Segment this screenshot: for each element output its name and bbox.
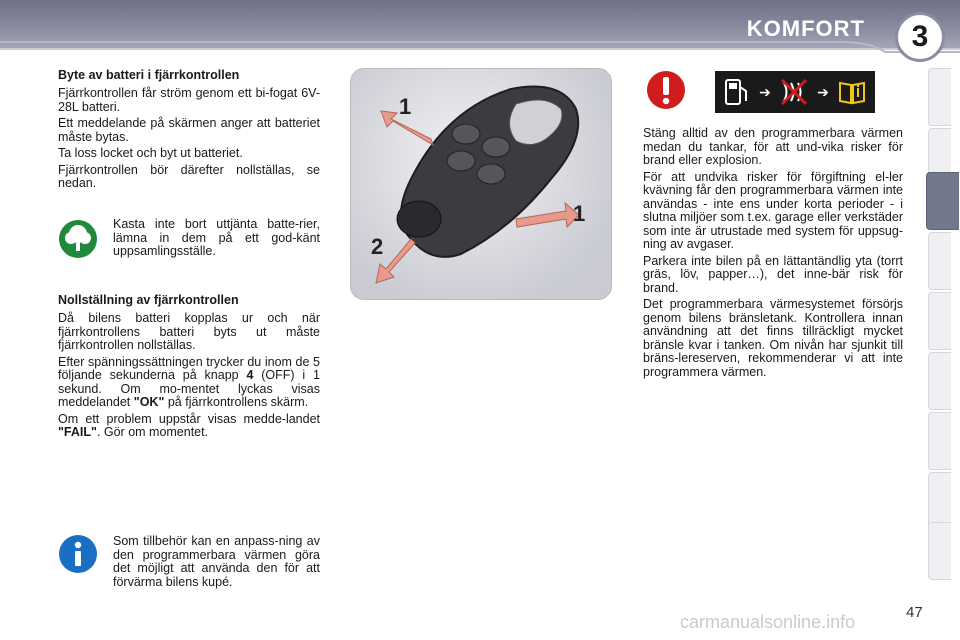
reset-p3-fail: "FAIL"	[58, 425, 97, 439]
reset-p3-part-b: . Gör om momentet.	[96, 425, 209, 439]
reset-p2-part-a: Efter spänningssättningen trycker du inom de 5 följande sekunderna på knapp	[58, 354, 320, 382]
callout-1-top: 1	[399, 94, 412, 119]
environment-note-text: Kasta inte bort uttjänta batte-rier, lämna in dem på ett god-känt uppsamlingsställe.	[113, 217, 320, 258]
battery-text	[58, 87, 320, 194]
reset-p2-part-c: på fjärrkontrollens skärm.	[167, 395, 309, 409]
side-tab-3-active[interactable]	[926, 172, 959, 230]
info-note	[113, 535, 320, 592]
side-tab-6[interactable]	[928, 352, 951, 410]
warning-paragraph: För att undvika risker för förgiftning el-ler kvävning får den programmerbara värmen inte användas - inte ens under korta perioder - i slutna miljöer som t.ex. garage eller verkstäder som inte är utrustade med system för uppsug-ning av avgaser.	[643, 169, 903, 251]
battery-paragraph: Ta loss locket och byt ut batteriet.	[58, 146, 243, 160]
remote-button	[477, 164, 505, 184]
reset-paragraph-2	[58, 356, 320, 410]
page-number: 47	[906, 604, 923, 621]
remote-key-tab	[397, 201, 441, 237]
reset-paragraph-3	[58, 413, 320, 440]
side-tab-4[interactable]	[928, 232, 951, 290]
manual-book-icon	[837, 77, 867, 107]
chapter-side-tabs	[928, 68, 960, 578]
watermark: carmanualsonline.info	[680, 612, 856, 632]
reset-heading: Nollställning av fjärrkontrollen	[58, 293, 239, 307]
info-note-text: Som tillbehör kan en anpass-ning av den programmerbara värmen göra det möjligt att använda den för att förvärma bilens kupé.	[113, 534, 320, 589]
battery-heading: Byte av batteri i fjärrkontrollen	[58, 68, 240, 82]
warning-paragraph: Det programmerbara värmesystemet försörjs genom bilens bränsletank. Kontrollera innan användning att det finns tillräckligt mycket bränsle kvar i tanken. Om nivån har sjunkit till bräns-lereserven, rekommenderar vi att inte programmera värmen.	[643, 297, 903, 379]
arrow-right-icon: ➔	[759, 83, 771, 100]
fuel-pump-icon	[723, 77, 751, 107]
remote-button	[482, 137, 510, 157]
side-tab-7[interactable]	[928, 412, 951, 470]
side-tab-1[interactable]	[928, 68, 951, 126]
callout-1-right: 1	[573, 201, 586, 226]
arrow-right-icon: ➔	[817, 83, 829, 100]
environment-note	[113, 218, 320, 262]
warning-paragraph: Parkera inte bilen på en lättantändlig yta (torrt gräs, löv, papper…), det inne-bär risk för brand.	[643, 253, 903, 295]
reset-paragraph-1: Då bilens batteri kopplas ur och när fjärrkontrollens batteri byts ut måste fjärrkontrollen nollställas.	[58, 311, 320, 352]
reset-p2-part-b: (OFF) i 1 sekund. Om mo-mentet lyckas visas meddelandet	[58, 368, 320, 409]
remote-button	[447, 151, 475, 171]
reset-p2-key: 4	[246, 368, 254, 382]
side-tab-5[interactable]	[928, 292, 951, 350]
warning-icon	[646, 70, 686, 110]
battery-paragraph: Fjärrkontrollen bör därefter nollställas, se nedan.	[58, 162, 320, 190]
battery-paragraph: Fjärrkontrollen får ström genom ett bi-fogat 6V-28L batteri.	[58, 86, 320, 114]
chapter-title: KOMFORT	[746, 16, 865, 41]
reset-text	[58, 312, 320, 443]
warning-paragraph: Stäng alltid av den programmerbara värmen medan du tankar, för att und-vika risker för brand eller explosion.	[643, 126, 903, 167]
info-icon	[58, 534, 98, 574]
heater-off-icon	[779, 77, 809, 107]
pictogram-strip	[715, 71, 875, 113]
reset-p2-ok: "OK"	[133, 395, 165, 409]
tree-icon	[58, 219, 98, 259]
reset-p3-part-a: Om ett problem uppstår visas medde-landet	[58, 411, 320, 426]
battery-paragraph: Ett meddelande på skärmen anger att batteriet måste bytas.	[58, 116, 320, 144]
chapter-number-badge: 3	[895, 12, 945, 62]
heater-warnings	[643, 127, 903, 382]
remote-control-photo	[350, 68, 612, 300]
remote-control-illustration	[351, 69, 611, 299]
header-curve	[0, 40, 960, 54]
remote-button	[452, 124, 480, 144]
callout-2: 2	[371, 234, 384, 259]
side-tab-9[interactable]	[928, 522, 951, 580]
